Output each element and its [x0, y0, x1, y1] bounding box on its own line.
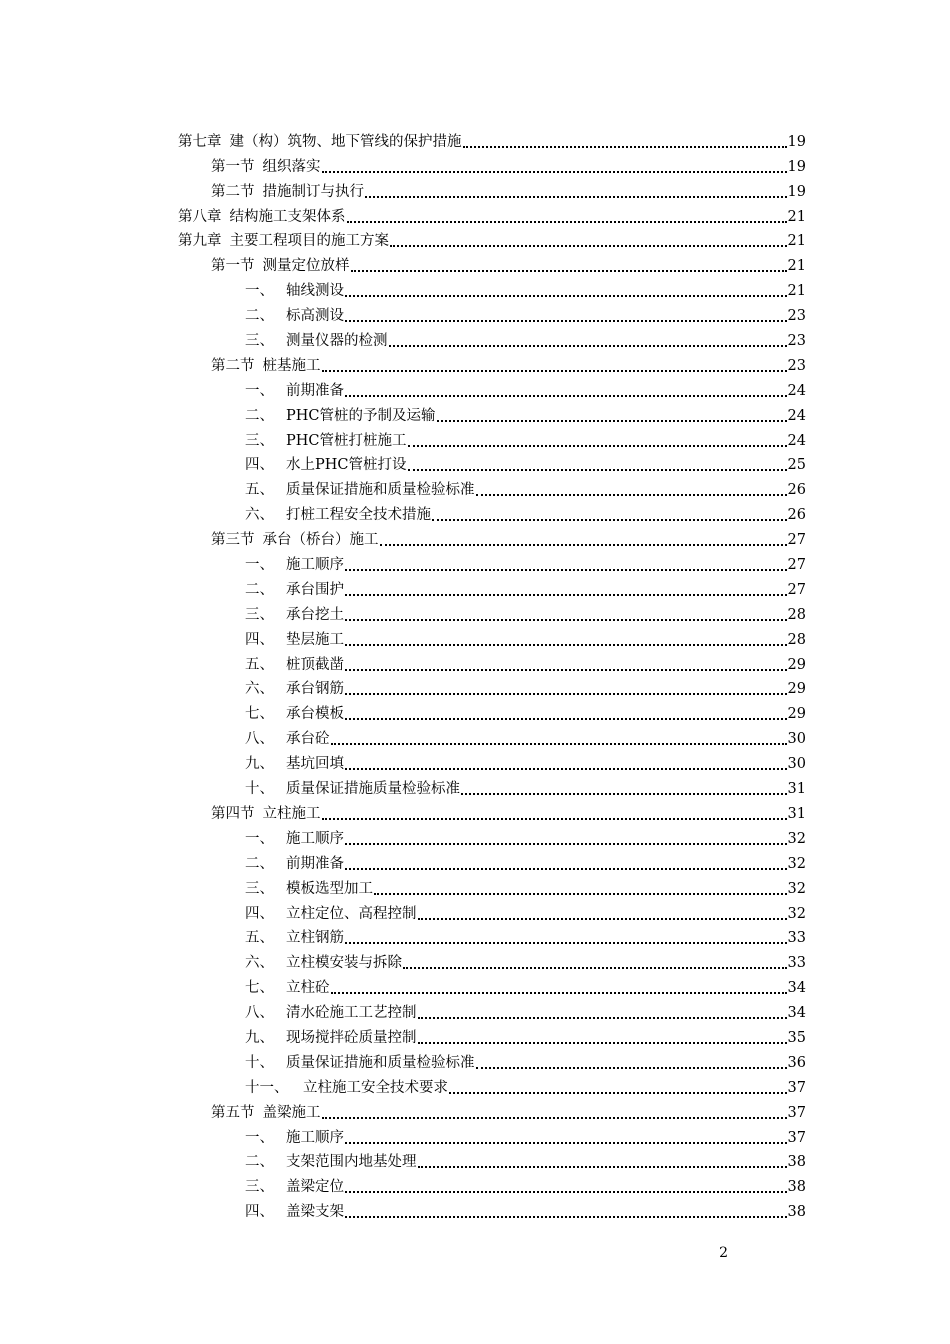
- toc-entry-title: 桩基施工: [262, 357, 321, 374]
- toc-entry-number: 四、: [245, 1204, 274, 1221]
- toc-entry-page: 23: [787, 333, 806, 350]
- toc-entry[interactable]: [178, 923, 806, 948]
- toc-entry[interactable]: [178, 773, 806, 798]
- toc-entry[interactable]: [178, 400, 806, 425]
- toc-entry-page: 26: [787, 507, 806, 524]
- dot-leader: [345, 395, 787, 397]
- dot-leader: [390, 245, 787, 247]
- toc-entry-title: 承台模板: [286, 706, 344, 723]
- toc-entry[interactable]: [178, 201, 806, 226]
- dot-leader: [345, 718, 787, 720]
- toc-entry-title: 水上PHC管桩打设: [286, 457, 407, 474]
- toc-entry-page: 28: [787, 631, 806, 648]
- toc-entry[interactable]: [178, 524, 806, 549]
- dot-leader: [380, 544, 787, 546]
- toc-entry-number: 二、: [245, 1154, 274, 1171]
- toc-entry-title: 盖梁定位: [286, 1179, 344, 1196]
- toc-entry-number: 七、: [245, 706, 274, 723]
- toc-entry-page: 27: [787, 557, 806, 574]
- toc-entry-title: PHC管桩打桩施工: [286, 432, 407, 449]
- toc-entry[interactable]: [178, 474, 806, 499]
- toc-entry-title: 承台挖土: [286, 606, 344, 623]
- toc-entry[interactable]: [178, 450, 806, 475]
- dot-leader: [345, 320, 787, 322]
- toc-entry-page: 24: [787, 407, 806, 424]
- toc-entry-title: 测量仪器的检测: [286, 333, 388, 350]
- toc-entry-title: 立柱定位、高程控制: [286, 905, 417, 922]
- dot-leader: [345, 644, 787, 646]
- toc-entry-number: 三、: [245, 880, 274, 897]
- dot-leader: [389, 345, 787, 347]
- toc-entry-page: 32: [787, 880, 806, 897]
- toc-entry-number: 一、: [245, 1129, 274, 1146]
- toc-entry[interactable]: [178, 748, 806, 773]
- toc-entry-number: 六、: [245, 507, 274, 524]
- toc-entry-page: 32: [787, 855, 806, 872]
- toc-entry-title: 前期准备: [286, 382, 344, 399]
- toc-entry-page: 25: [787, 457, 806, 474]
- toc-entry[interactable]: [178, 325, 806, 350]
- toc-entry-title: 质量保证措施和质量检验标准: [286, 482, 475, 499]
- toc-entry-number: 第四节: [211, 805, 255, 822]
- toc-entry[interactable]: [178, 549, 806, 574]
- toc-entry-number: 第一节: [211, 158, 255, 175]
- toc-entry-number: 第一节: [211, 258, 255, 275]
- dot-leader: [345, 693, 787, 695]
- toc-entry-number: 三、: [245, 432, 274, 449]
- toc-entry[interactable]: [178, 1171, 806, 1196]
- dot-leader: [345, 768, 787, 770]
- toc-entry-page: 27: [787, 532, 806, 549]
- dot-leader: [432, 519, 787, 521]
- toc-entry-title: 结构施工支架体系: [229, 208, 346, 225]
- toc-entry-title: 标高测设: [286, 308, 344, 325]
- dot-leader: [322, 818, 787, 820]
- page-number: 2: [719, 1245, 728, 1261]
- toc-entry[interactable]: [178, 674, 806, 699]
- dot-leader: [345, 942, 787, 944]
- toc-entry-page: 19: [787, 183, 806, 200]
- dot-leader: [461, 793, 787, 795]
- toc-entry[interactable]: [178, 947, 806, 972]
- dot-leader: [418, 1166, 787, 1168]
- toc-entry-page: 21: [787, 283, 806, 300]
- dot-leader: [351, 270, 787, 272]
- toc-entry-page: 30: [787, 756, 806, 773]
- toc-entry-number: 五、: [245, 930, 274, 947]
- toc-entry-number: 一、: [245, 382, 274, 399]
- toc-entry-number: 一、: [245, 283, 274, 300]
- toc-entry-title: 措施制订与执行: [262, 183, 364, 200]
- toc-entry-title: 承台围护: [286, 581, 344, 598]
- dot-leader: [345, 295, 787, 297]
- toc-entry-number: 十、: [245, 781, 274, 798]
- toc-entry-page: 19: [787, 158, 806, 175]
- toc-entry-page: 34: [787, 1005, 806, 1022]
- toc-entry-page: 31: [787, 781, 806, 798]
- toc-entry-page: 37: [787, 1104, 806, 1121]
- dot-leader: [418, 1042, 787, 1044]
- dot-leader: [476, 494, 787, 496]
- toc-entry-title: 立柱砼: [286, 980, 330, 997]
- toc-entry-title: 轴线测设: [286, 283, 344, 300]
- toc-entry-page: 29: [787, 681, 806, 698]
- toc-entry[interactable]: [178, 599, 806, 624]
- toc-entry-page: 23: [787, 357, 806, 374]
- toc-entry-page: 31: [787, 805, 806, 822]
- toc-entry[interactable]: [178, 126, 806, 151]
- toc-entry-number: 第八章: [178, 208, 222, 225]
- toc-entry-title: 基坑回填: [286, 756, 344, 773]
- toc-entry-title: 盖梁支架: [286, 1204, 344, 1221]
- toc-entry[interactable]: [178, 226, 806, 251]
- dot-leader: [449, 1092, 787, 1094]
- toc-entry-number: 二、: [245, 407, 274, 424]
- toc-entry-title: 桩顶截凿: [286, 656, 344, 673]
- toc-entry-number: 五、: [245, 656, 274, 673]
- toc-entry-page: 35: [787, 1029, 806, 1046]
- toc-entry-title: 清水砼施工工艺控制: [286, 1005, 417, 1022]
- toc-entry[interactable]: [178, 1196, 806, 1221]
- toc-entry-title: 组织落实: [262, 158, 321, 175]
- toc-entry-title: 立柱钢筋: [286, 930, 344, 947]
- dot-leader: [345, 1142, 787, 1144]
- dot-leader: [345, 1191, 787, 1193]
- toc-entry[interactable]: [178, 823, 806, 848]
- toc-entry-title: 前期准备: [286, 855, 344, 872]
- toc-entry-number: 六、: [245, 681, 274, 698]
- toc-entry-number: 一、: [245, 557, 274, 574]
- toc-entry-page: 36: [787, 1054, 806, 1071]
- toc-entry[interactable]: [178, 499, 806, 524]
- toc-entry[interactable]: [178, 1072, 806, 1097]
- toc-entry-number: 第九章: [178, 233, 222, 250]
- toc-entry-number: 九、: [245, 1029, 274, 1046]
- dot-leader: [345, 594, 787, 596]
- toc-entry[interactable]: [178, 649, 806, 674]
- toc-entry-title: 质量保证措施和质量检验标准: [286, 1054, 475, 1071]
- toc-entry-number: 第二节: [211, 357, 255, 374]
- toc-entry-title: 立柱施工: [262, 805, 321, 822]
- dot-leader: [322, 171, 787, 173]
- toc-entry-page: 21: [787, 258, 806, 275]
- toc-entry[interactable]: [178, 275, 806, 300]
- toc-entry[interactable]: [178, 151, 806, 176]
- toc-entry-page: 38: [787, 1154, 806, 1171]
- toc-entry-page: 23: [787, 308, 806, 325]
- toc-entry-title: 模板选型加工: [286, 880, 373, 897]
- toc-entry[interactable]: [178, 972, 806, 997]
- toc-entry[interactable]: [178, 624, 806, 649]
- toc-entry-number: 二、: [245, 855, 274, 872]
- toc-entry-number: 十、: [245, 1054, 274, 1071]
- dot-leader: [418, 1017, 787, 1019]
- dot-leader: [331, 992, 787, 994]
- toc-entry-page: 34: [787, 980, 806, 997]
- toc-entry-page: 37: [787, 1129, 806, 1146]
- toc-entry-title: 建（构）筑物、地下管线的保护措施: [229, 133, 462, 150]
- dot-leader: [331, 743, 787, 745]
- toc-entry-page: 38: [787, 1204, 806, 1221]
- toc-entry-number: 三、: [245, 606, 274, 623]
- toc-entry[interactable]: [178, 375, 806, 400]
- toc-entry[interactable]: [178, 300, 806, 325]
- toc-entry-title: 立柱模安装与拆除: [286, 955, 402, 972]
- toc-entry-number: 三、: [245, 333, 274, 350]
- dot-leader: [345, 569, 787, 571]
- toc-entry-number: 三、: [245, 1179, 274, 1196]
- toc-entry-title: 质量保证措施质量检验标准: [286, 781, 460, 798]
- dot-leader: [408, 469, 787, 471]
- toc-entry-number: 二、: [245, 581, 274, 598]
- toc-entry-title: 承台砼: [286, 731, 330, 748]
- toc-entry[interactable]: [178, 1022, 806, 1047]
- toc-entry-title: PHC管桩的予制及运输: [286, 407, 436, 424]
- toc-entry-number: 第五节: [211, 1104, 255, 1121]
- dot-leader: [476, 1067, 787, 1069]
- toc-entry[interactable]: [178, 176, 806, 201]
- toc-entry-number: 四、: [245, 457, 274, 474]
- toc-entry-page: 24: [787, 432, 806, 449]
- dot-leader: [437, 420, 787, 422]
- dot-leader: [463, 146, 787, 148]
- toc-entry-number: 第三节: [211, 532, 255, 549]
- toc-entry-page: 19: [787, 133, 806, 150]
- toc-entry[interactable]: [178, 1122, 806, 1147]
- toc-entry-title: 立柱施工安全技术要求: [303, 1079, 448, 1096]
- toc-entry[interactable]: [178, 898, 806, 923]
- toc-entry[interactable]: [178, 350, 806, 375]
- dot-leader: [418, 918, 787, 920]
- toc-entry-number: 七、: [245, 980, 274, 997]
- toc-entry-number: 六、: [245, 955, 274, 972]
- toc-entry[interactable]: [178, 1147, 806, 1172]
- toc-entry-page: 29: [787, 706, 806, 723]
- toc-entry-page: 27: [787, 581, 806, 598]
- toc-entry-title: 主要工程项目的施工方案: [229, 233, 389, 250]
- toc-entry[interactable]: [178, 873, 806, 898]
- toc-entry-number: 四、: [245, 905, 274, 922]
- table-of-contents: [178, 126, 806, 1221]
- toc-entry-number: 一、: [245, 830, 274, 847]
- toc-entry[interactable]: [178, 250, 806, 275]
- toc-entry[interactable]: [178, 997, 806, 1022]
- toc-entry-title: 承台（桥台）施工: [262, 532, 379, 549]
- dot-leader: [345, 843, 787, 845]
- toc-entry[interactable]: [178, 848, 806, 873]
- toc-entry-title: 施工顺序: [286, 830, 344, 847]
- toc-entry[interactable]: [178, 1097, 806, 1122]
- dot-leader: [347, 221, 787, 223]
- toc-entry[interactable]: [178, 798, 806, 823]
- toc-entry-page: 30: [787, 731, 806, 748]
- toc-entry-number: 十一、: [245, 1079, 289, 1096]
- dot-leader: [365, 196, 787, 198]
- toc-entry-page: 37: [787, 1079, 806, 1096]
- toc-entry-title: 支架范围内地基处理: [286, 1154, 417, 1171]
- toc-entry-number: 第二节: [211, 183, 255, 200]
- toc-entry-title: 承台钢筋: [286, 681, 344, 698]
- dot-leader: [403, 967, 787, 969]
- toc-entry[interactable]: [178, 425, 806, 450]
- toc-entry-page: 26: [787, 482, 806, 499]
- toc-entry[interactable]: [178, 698, 806, 723]
- toc-entry[interactable]: [178, 1047, 806, 1072]
- toc-entry-number: 八、: [245, 1005, 274, 1022]
- toc-entry-title: 垫层施工: [286, 631, 344, 648]
- toc-entry-title: 测量定位放样: [262, 258, 350, 275]
- toc-entry[interactable]: [178, 723, 806, 748]
- toc-entry-title: 施工顺序: [286, 557, 344, 574]
- toc-entry[interactable]: [178, 574, 806, 599]
- toc-entry-title: 盖梁施工: [262, 1104, 321, 1121]
- dot-leader: [408, 445, 787, 447]
- dot-leader: [322, 1117, 787, 1119]
- toc-entry-page: 33: [787, 930, 806, 947]
- dot-leader: [322, 370, 787, 372]
- toc-entry-page: 28: [787, 606, 806, 623]
- toc-entry-number: 五、: [245, 482, 274, 499]
- toc-entry-page: 29: [787, 656, 806, 673]
- toc-entry-title: 现场搅拌砼质量控制: [286, 1029, 417, 1046]
- toc-entry-number: 第七章: [178, 133, 222, 150]
- toc-entry-number: 四、: [245, 631, 274, 648]
- dot-leader: [345, 1216, 787, 1218]
- toc-entry-page: 21: [787, 208, 806, 225]
- toc-entry-page: 38: [787, 1179, 806, 1196]
- toc-entry-page: 24: [787, 382, 806, 399]
- toc-entry-number: 九、: [245, 756, 274, 773]
- toc-entry-page: 32: [787, 905, 806, 922]
- toc-entry-title: 打桩工程安全技术措施: [286, 507, 431, 524]
- toc-entry-title: 施工顺序: [286, 1129, 344, 1146]
- toc-entry-page: 32: [787, 830, 806, 847]
- toc-entry-page: 33: [787, 955, 806, 972]
- toc-entry-number: 八、: [245, 731, 274, 748]
- dot-leader: [374, 893, 787, 895]
- toc-entry-number: 二、: [245, 308, 274, 325]
- dot-leader: [345, 868, 787, 870]
- dot-leader: [345, 619, 787, 621]
- dot-leader: [345, 669, 787, 671]
- toc-entry-page: 21: [787, 233, 806, 250]
